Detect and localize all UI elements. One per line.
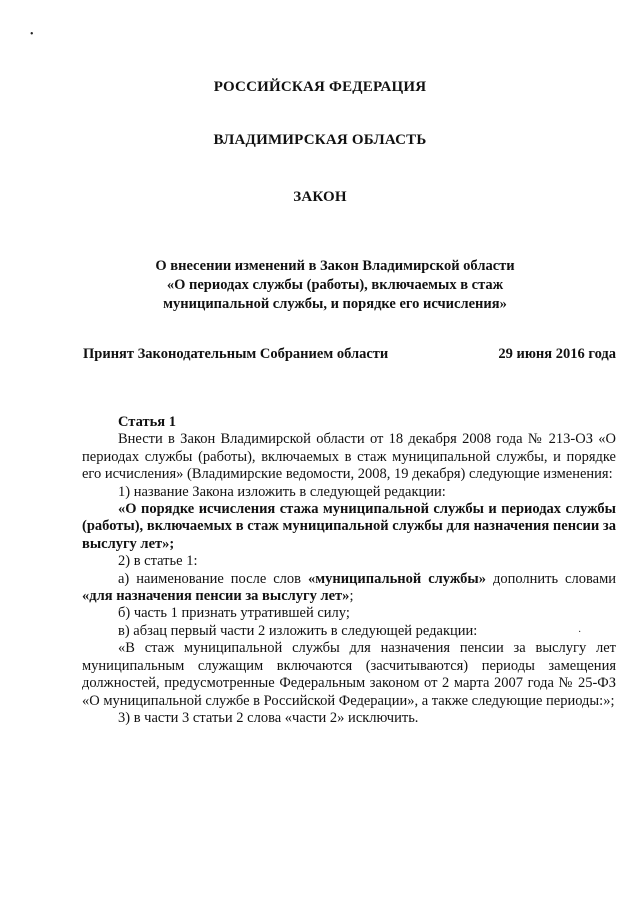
country-heading: РОССИЙСКАЯ ФЕДЕРАЦИЯ [213,79,427,95]
amendment-item-2a [82,571,616,606]
item-2a-middle: дополнить словами [486,570,617,587]
region-heading: ВЛАДИМИРСКАЯ ОБЛАСТЬ [213,132,427,148]
document-type-heading: ЗАКОН [293,189,347,205]
adopted-by: Принят Законодательным Собранием области [83,346,389,362]
item-2a-suffix: ; [349,588,354,605]
article-intro: Внести в Закон Владимирской области от 18 декабря 2008 года № 213-ОЗ «О периодах службы (работы), включаемых в стаж муниципальной службы, и порядке его исчисления» (Владимирские ведомости, 2008, 19 декабря) следующие изменения: [82,431,616,483]
amendment-item-2b: б) часть 1 признать утратившей силу; [118,605,350,622]
amendment-item-2c-text: «В стаж муниципальной службы для назначения пенсии за выслугу лет муниципальным служащим включаются (засчитываются) периоды замещения должностей, предусмотренные Федеральным законом от 2 марта 2007 года № 25-ФЗ «О муниципальной службе в Российской Федерации», а также следующие периоды:»; [82,640,616,709]
scan-speck-mark: • [30,29,34,40]
item-2a-quoted-words: «муниципальной службы» [307,570,486,587]
item-2a-added-words: «для назначения пенсии за выслугу лет» [82,588,350,605]
item-2a-prefix: а) наименование после слов [118,570,308,587]
law-title [110,257,560,314]
law-title-line: О внесении изменений в Закон Владимирской области [155,258,515,274]
amendment-item-3: 3) в части 3 статьи 2 слова «части 2» исключить. [118,709,419,726]
law-title-line: муниципальной службы, и порядке его исчисления» [163,296,507,312]
article-body [82,414,616,727]
scan-speck-mark: · [578,627,582,638]
article-heading: Статья 1 [118,414,176,430]
law-title-line: «О периодах службы (работы), включаемых в стаж [166,277,504,293]
adoption-date: 29 июня 2016 года [498,346,616,362]
amendment-item-2c: в) абзац первый части 2 изложить в следующей редакции: [118,622,478,639]
adoption-line [83,346,616,363]
amendment-item-1: 1) название Закона изложить в следующей редакции: [118,483,446,500]
new-law-title: «О порядке исчисления стажа муниципальной службы и периодах службы (работы), включаемых в стаж муниципальной службы для назначения пенсии за выслугу лет»; [82,501,616,552]
amendment-item-2: 2) в статье 1: [118,553,198,570]
